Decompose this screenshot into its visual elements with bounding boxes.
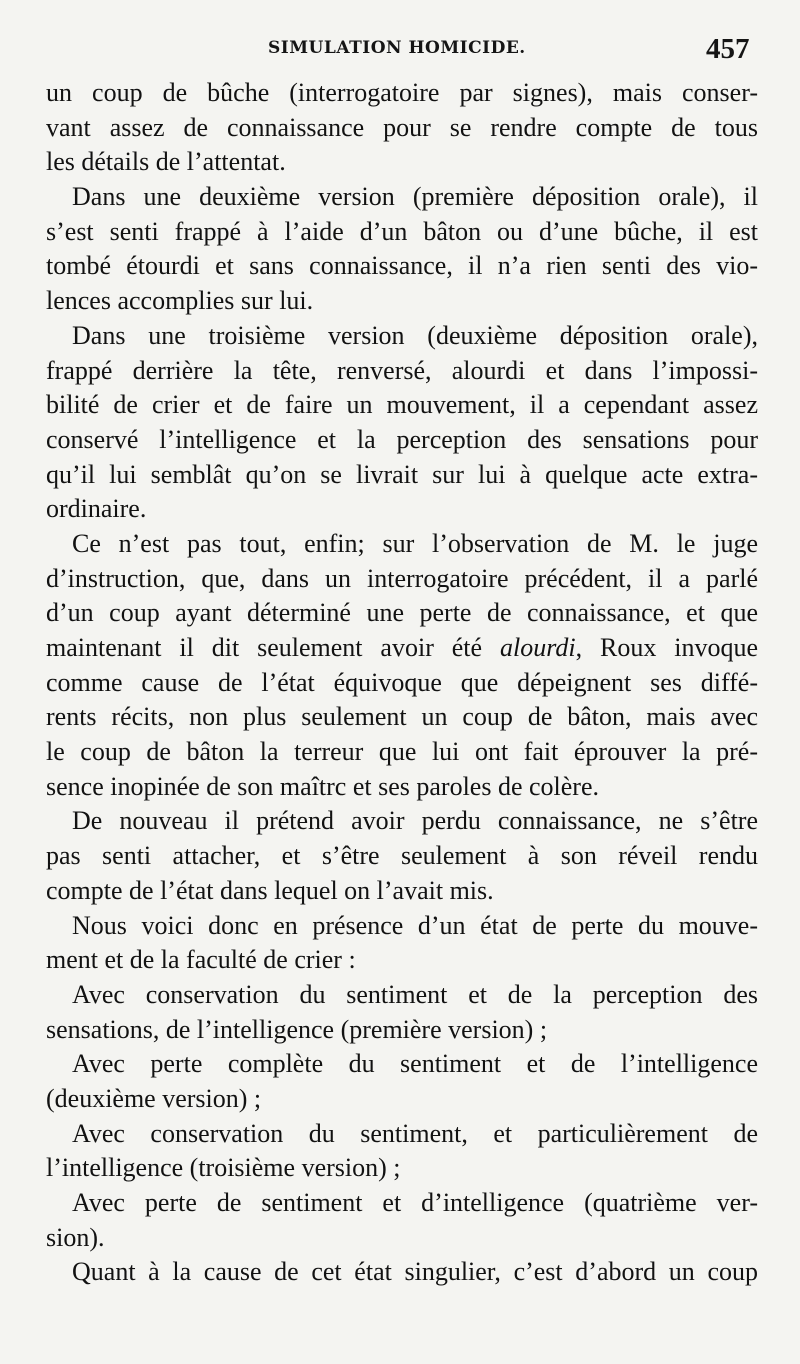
text-segment: , Roux invoque [575, 633, 759, 662]
text-line: qu’il lui semblât qu’on se livrait sur lui à quelque acte extra- [46, 459, 758, 489]
text-line: Avec perte complète du sentiment et de l’intelligence [72, 1049, 758, 1079]
italic-word: alourdi [499, 633, 576, 662]
text-line: d’un coup ayant déterminé une perte de connaissance, et que [46, 598, 758, 628]
text-segment: maintenant il dit seulement avoir été [46, 633, 483, 662]
text-line: le coup de bâton la terreur que lui ont fait éprouver la pré- [46, 737, 758, 767]
text-line: compte de l’état dans lequel on l’avait mis. [46, 875, 494, 905]
text-line: lences accomplies sur lui. [46, 286, 314, 316]
text-line: Quant à la cause de cet état singulier, c’est d’abord un coup [72, 1257, 758, 1287]
text-line: Dans une deuxième version (première déposition orale), il [72, 182, 758, 212]
text-line: ordinaire. [46, 494, 147, 524]
text-line: pas senti attacher, et s’être seulement à son réveil rendu [46, 841, 758, 871]
text-line: bilité de crier et de faire un mouvement, il a cependant assez [46, 390, 758, 420]
text-line: d’instruction, que, dans un interrogatoire précédent, il a parlé [46, 563, 758, 593]
text-line: frappé derrière la tête, renversé, alourdi et dans l’impossi- [46, 355, 758, 385]
text-line: l’intelligence (troisième version) ; [46, 1153, 401, 1183]
text-line-mixed [46, 631, 758, 666]
text-line: Dans une troisième version (deuxième déposition orale), [72, 320, 758, 350]
text-line: Ce n’est pas tout, enfin; sur l’observation de M. le juge [72, 528, 758, 558]
text-line: Avec conservation du sentiment et de la perception des [72, 979, 758, 1009]
text-line: sion). [46, 1222, 105, 1252]
body-text [46, 76, 758, 1290]
text-line: ment et de la faculté de crier : [46, 945, 356, 975]
text-line: conservé l’intelligence et la perception des sensations pour [46, 424, 758, 454]
text-line: tombé étourdi et sans connaissance, il n’a rien senti des vio- [46, 251, 758, 281]
running-head [0, 33, 800, 70]
text-line: vant assez de connaissance pour se rendre compte de tous [46, 112, 758, 142]
text-line: Avec perte de sentiment et d’intelligence (quatrième ver- [72, 1188, 758, 1217]
text-line: sence inopinée de son maîtrc et ses paroles de colère. [46, 771, 599, 801]
text-line: De nouveau il prétend avoir perdu connaissance, ne s’être [72, 806, 758, 836]
text-line: comme cause de l’état équivoque que dépeignent ses diffé- [46, 667, 758, 697]
text-line: sensations, de l’intelligence (première version) ; [46, 1014, 548, 1044]
text-line: rents récits, non plus seulement un coup de bâton, mais avec [46, 702, 758, 732]
text-line: Nous voici donc en présence d’un état de perte du mouve- [72, 910, 758, 940]
text-line: un coup de bûche (interrogatoire par signes), mais conser- [46, 78, 758, 107]
text-line: (deuxième version) ; [46, 1083, 262, 1113]
text-line: les détails de l’attentat. [46, 147, 286, 177]
page-number: 457 [706, 33, 750, 65]
running-title: SIMULATION HOMICIDE. [268, 38, 526, 58]
text-line: Avec conservation du sentiment, et particulièrement de [72, 1118, 758, 1148]
text-line: s’est senti frappé à l’aide d’un bâton ou d’une bûche, il est [46, 216, 758, 246]
